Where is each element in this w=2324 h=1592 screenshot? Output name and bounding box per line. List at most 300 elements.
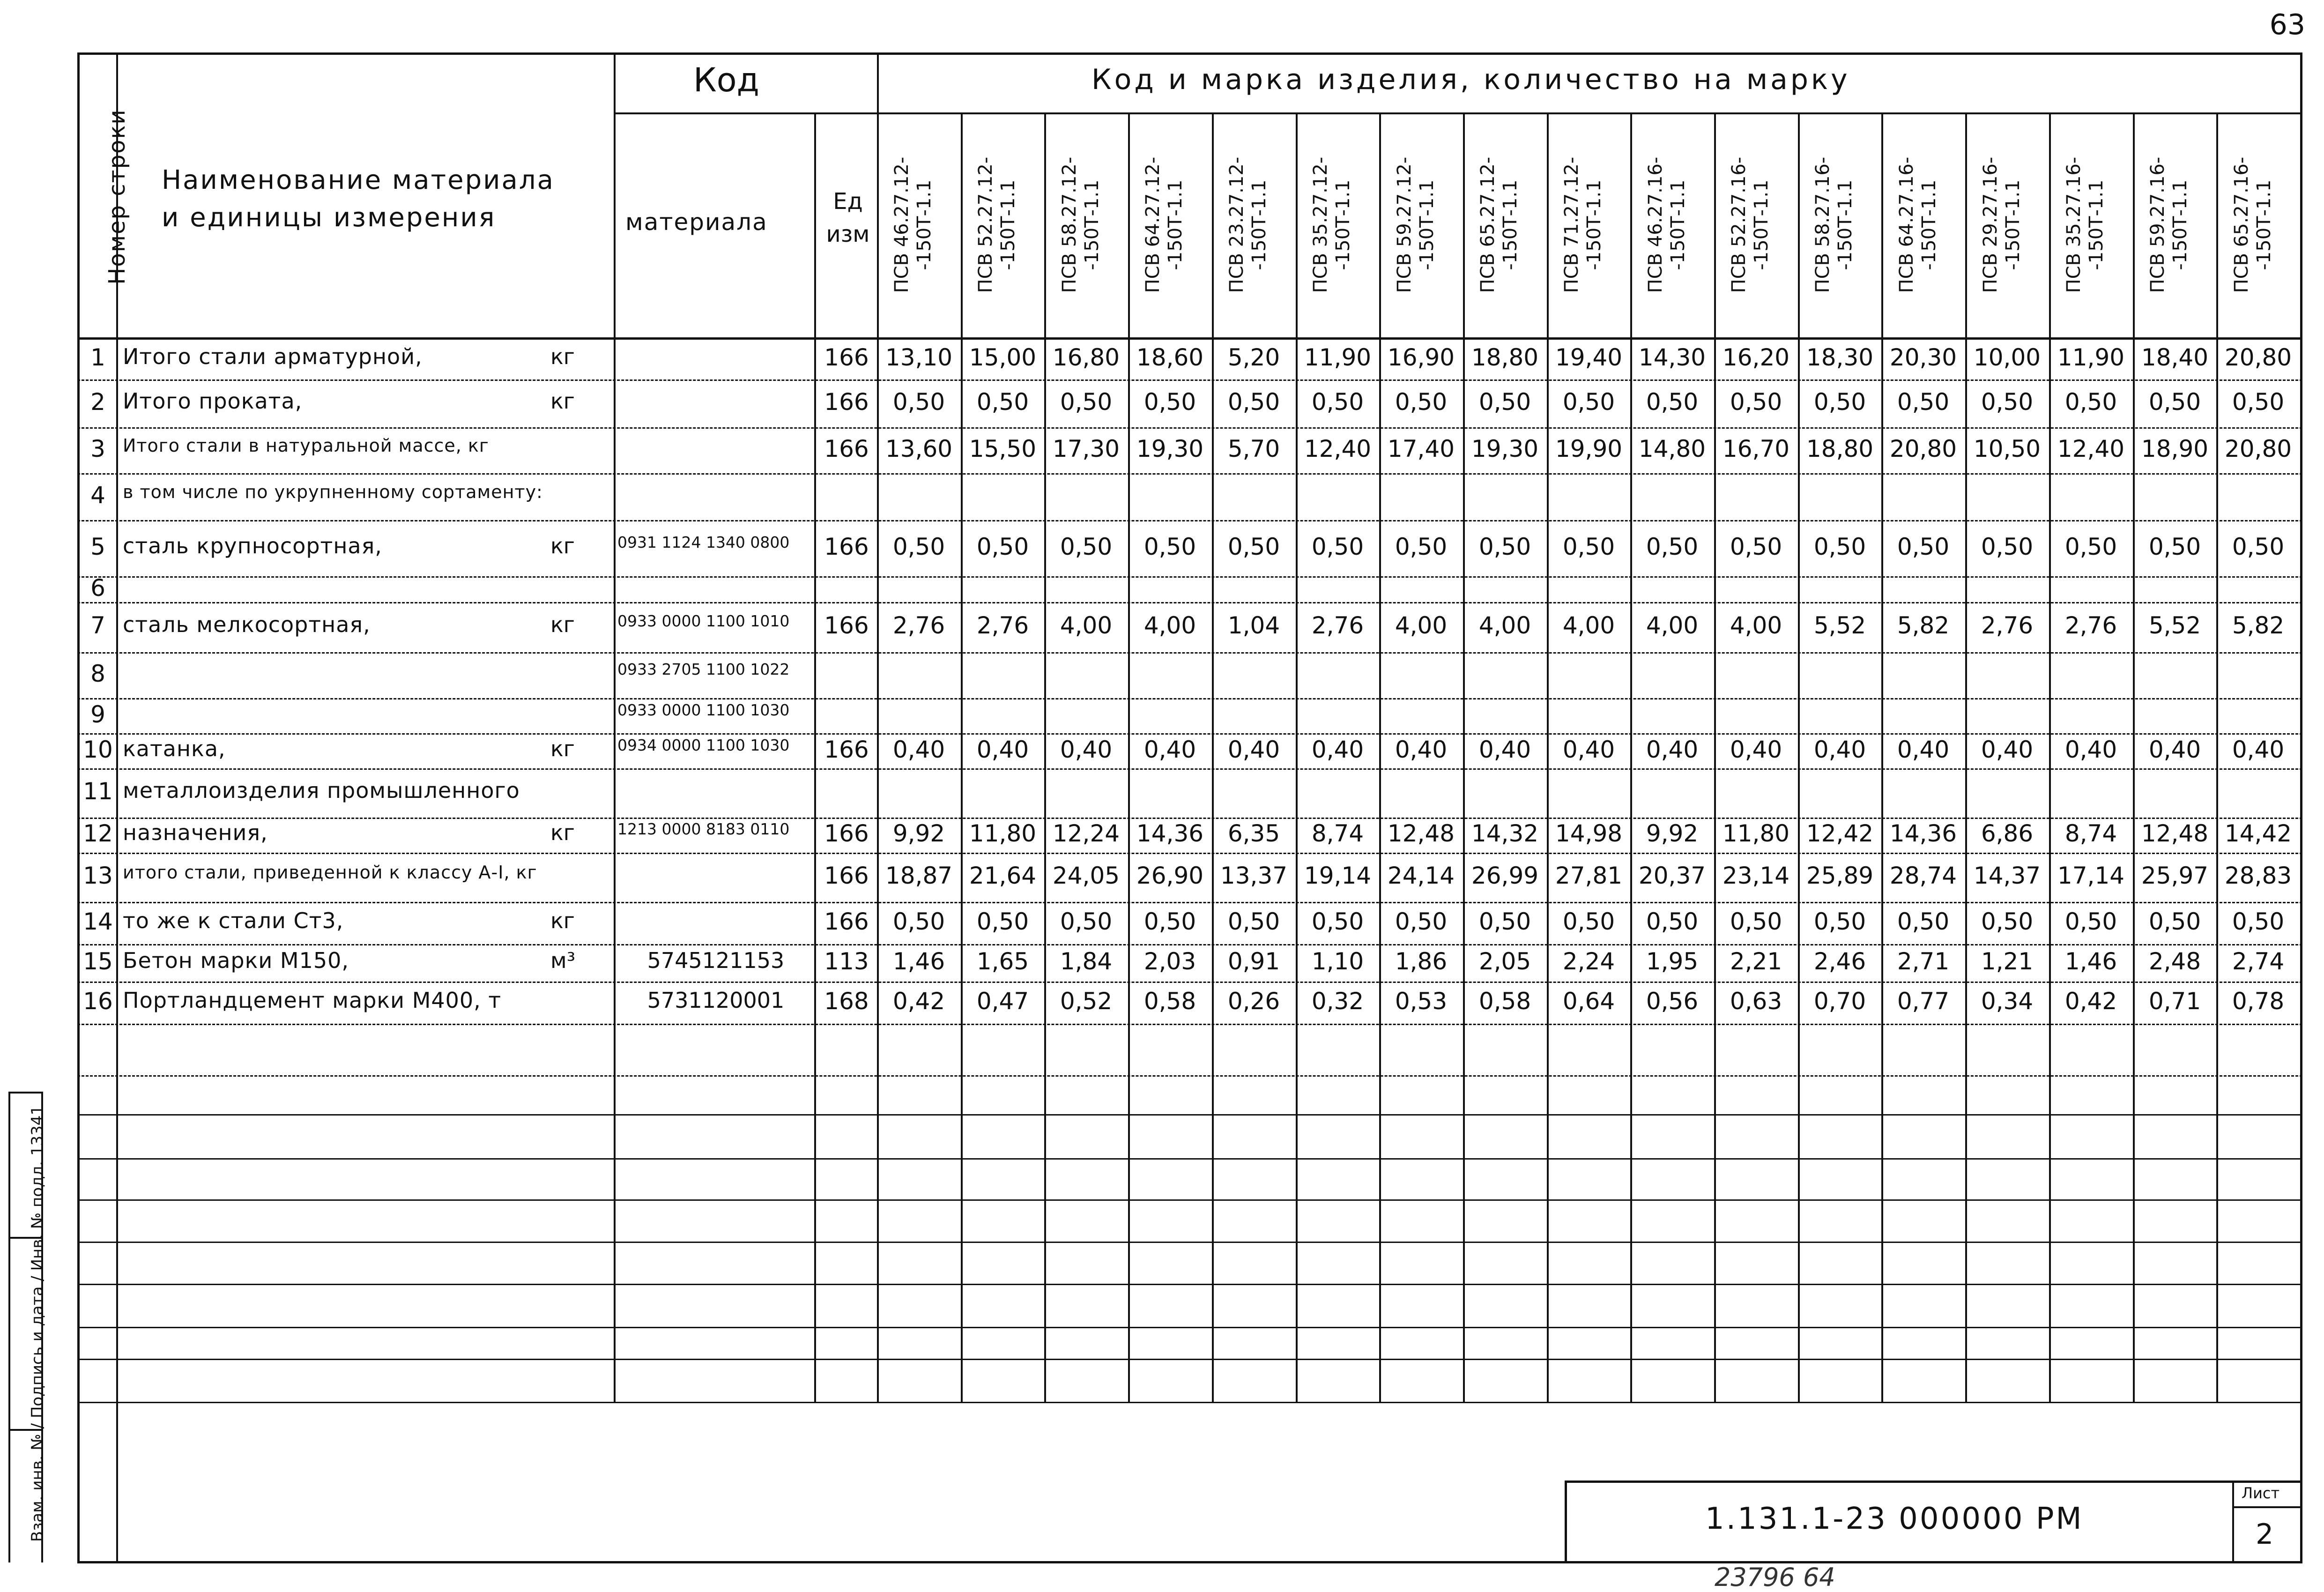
value-cell: 19,90 — [1555, 435, 1623, 462]
row-number: 16 — [83, 988, 113, 1015]
row-number: 13 — [83, 862, 113, 889]
value-cell: 0,50 — [2148, 388, 2201, 416]
product-column-header-line: ПСВ 52.27.12- — [975, 156, 997, 293]
row-line — [77, 1114, 2302, 1116]
value-cell: 14,30 — [1638, 344, 1706, 371]
unit-header-line1: Ед — [833, 188, 863, 215]
value-cell: 24,14 — [1387, 862, 1455, 889]
unit-name: кг — [550, 344, 575, 369]
value-cell: 0,40 — [1311, 736, 1364, 763]
row-line — [77, 853, 2302, 854]
value-cell: 0,34 — [1981, 988, 2034, 1015]
product-column-header — [1058, 126, 1114, 323]
product-column-header — [1560, 126, 1617, 323]
value-cell: 0,40 — [1646, 736, 1699, 763]
value-cell: 0,50 — [1227, 533, 1280, 560]
unit-name: м³ — [550, 948, 576, 973]
product-column-header-line: ПСВ 46.27.16- — [1644, 156, 1666, 293]
value-cell: 0,50 — [1730, 388, 1782, 416]
product-column-header-line: -150Т-1.1 — [1751, 179, 1773, 270]
unit-header-line2: изм — [826, 221, 870, 247]
value-cell: 28,83 — [2224, 862, 2292, 889]
row-line — [77, 1284, 2302, 1285]
value-cell: 25,89 — [1806, 862, 1874, 889]
value-cell: 20,30 — [1889, 344, 1957, 371]
value-cell: 14,98 — [1555, 820, 1623, 847]
value-cell: 0,77 — [1897, 988, 1950, 1015]
unit-name: кг — [550, 908, 575, 933]
material-name: металлоизделия промышленного — [123, 778, 520, 803]
product-column-header — [2146, 126, 2203, 323]
row-number: 3 — [90, 435, 105, 462]
product-column-header — [891, 126, 947, 323]
unit-code: 166 — [824, 612, 869, 639]
product-column-header-line: -150Т-1.1 — [1583, 179, 1605, 270]
sheet-number: 2 — [2256, 1518, 2274, 1551]
product-column-header-line: -150Т-1.1 — [2253, 179, 2275, 270]
value-cell: 27,81 — [1555, 862, 1623, 889]
product-column-header-line: -150Т-1.1 — [1834, 179, 1856, 270]
title-block-top — [1565, 1480, 2302, 1483]
product-column-header — [1142, 126, 1198, 323]
value-cell: 16,20 — [1722, 344, 1790, 371]
row-number: 1 — [90, 344, 105, 371]
material-name: Бетон марки М150, — [123, 948, 349, 973]
bottom-note: 23796 64 — [1715, 1562, 1835, 1592]
row-line — [77, 944, 2302, 945]
product-column-header-line: -150Т-1.1 — [913, 179, 936, 270]
value-cell: 10,50 — [1973, 435, 2041, 462]
row-number: 2 — [90, 388, 105, 416]
value-cell: 0,50 — [1395, 533, 1448, 560]
value-cell: 2,76 — [2064, 612, 2117, 639]
value-cell: 2,46 — [1813, 948, 1866, 975]
row-line — [77, 1024, 2302, 1025]
value-cell: 1,95 — [1646, 948, 1699, 975]
value-cell: 0,40 — [2232, 736, 2285, 763]
unit-code: 166 — [824, 908, 869, 935]
value-cell: 0,40 — [1897, 736, 1950, 763]
value-cell: 18,80 — [1806, 435, 1874, 462]
value-cell: 0,50 — [892, 388, 945, 416]
table-frame-top — [77, 52, 2302, 55]
value-cell: 14,37 — [1973, 862, 2041, 889]
product-column-header-line: -150Т-1.1 — [1081, 179, 1103, 270]
value-cell: 0,50 — [1813, 533, 1866, 560]
value-cell: 0,40 — [1730, 736, 1782, 763]
value-cell: 20,80 — [2224, 344, 2292, 371]
value-cell: 0,50 — [1646, 388, 1699, 416]
value-cell: 15,00 — [969, 344, 1037, 371]
value-cell: 2,05 — [1478, 948, 1531, 975]
material-name: сталь крупносортная, — [123, 533, 382, 558]
value-cell: 12,40 — [2057, 435, 2125, 462]
value-cell: 0,50 — [976, 533, 1029, 560]
value-cell: 0,40 — [1813, 736, 1866, 763]
value-cell: 18,80 — [1471, 344, 1539, 371]
material-code: 0933 2705 1100 1022 — [617, 660, 790, 678]
unit-name: кг — [550, 612, 575, 637]
product-column-header — [2063, 126, 2119, 323]
value-cell: 0,40 — [1060, 736, 1113, 763]
row-number: 15 — [83, 948, 113, 975]
value-cell: 11,90 — [1304, 344, 1372, 371]
value-cell: 0,50 — [1143, 388, 1196, 416]
row-number: 9 — [90, 701, 105, 728]
value-cell: 12,40 — [1304, 435, 1372, 462]
value-cell: 23,14 — [1722, 862, 1790, 889]
material-name: Портландцемент марки М400, т — [123, 988, 502, 1013]
value-cell: 4,00 — [1060, 612, 1113, 639]
row-line — [77, 818, 2302, 819]
value-cell: 0,50 — [1813, 388, 1866, 416]
row-line — [77, 1158, 2302, 1160]
value-cell: 0,50 — [1060, 908, 1113, 935]
side-stamp-text: Взам. инв. № / Подпись и дата / Инв. № подл. 13341 — [28, 1105, 47, 1542]
value-cell: 0,50 — [1227, 388, 1280, 416]
product-column-header-line: -150Т-1.1 — [1667, 179, 1689, 270]
sheet-label: Лист — [2242, 1484, 2280, 1502]
unit-code: 166 — [824, 435, 869, 462]
material-name: Итого стали в натуральной массе, кг — [123, 435, 489, 456]
product-column-header-line: ПСВ 46.27.12- — [891, 156, 913, 293]
value-cell: 15,50 — [969, 435, 1037, 462]
value-cell: 0,91 — [1227, 948, 1280, 975]
material-name: в том числе по укрупненному сортаменту: — [123, 482, 543, 502]
value-cell: 5,82 — [1897, 612, 1950, 639]
value-cell: 0,50 — [1478, 908, 1531, 935]
product-column-header-line: -150Т-1.1 — [1332, 179, 1354, 270]
unit-header — [824, 185, 871, 251]
value-cell: 0,52 — [1060, 988, 1113, 1015]
row-line — [77, 698, 2302, 699]
header-bottom — [77, 337, 2302, 340]
value-cell: 0,50 — [1813, 908, 1866, 935]
material-name-header-line2: и единицы измерения — [162, 202, 496, 233]
row-line — [77, 982, 2302, 983]
product-column-header-line: ПСВ 64.27.12- — [1142, 156, 1164, 293]
value-cell: 6,35 — [1227, 820, 1280, 847]
title-block-sheet-label-line — [2232, 1506, 2302, 1508]
material-name: сталь мелкосортная, — [123, 612, 371, 637]
value-cell: 18,40 — [2141, 344, 2209, 371]
value-cell: 2,03 — [1143, 948, 1196, 975]
row-line — [77, 652, 2302, 654]
row-number: 12 — [83, 820, 113, 847]
value-cell: 0,50 — [1311, 388, 1364, 416]
product-column-header-line: ПСВ 71.27.12- — [1561, 156, 1582, 293]
value-cell: 0,58 — [1143, 988, 1196, 1015]
value-cell: 0,50 — [1143, 533, 1196, 560]
value-cell: 5,52 — [2148, 612, 2201, 639]
product-column-header — [1225, 126, 1282, 323]
material-name: назначения, — [123, 820, 268, 845]
material-code: 1213 0000 8183 0110 — [617, 820, 790, 838]
value-cell: 8,74 — [2064, 820, 2117, 847]
value-cell: 0,78 — [2232, 988, 2285, 1015]
product-column-header — [2230, 126, 2287, 323]
value-cell: 5,82 — [2232, 612, 2285, 639]
value-cell: 14,80 — [1638, 435, 1706, 462]
value-cell: 11,90 — [2057, 344, 2125, 371]
value-cell: 9,92 — [892, 820, 945, 847]
material-name-header — [162, 162, 555, 237]
value-cell: 0,32 — [1311, 988, 1364, 1015]
product-column-header-line: ПСВ 65.27.16- — [2230, 156, 2252, 293]
value-cell: 1,65 — [976, 948, 1029, 975]
row-line — [77, 1075, 2302, 1077]
value-cell: 0,47 — [976, 988, 1029, 1015]
value-cell: 1,46 — [892, 948, 945, 975]
value-cell: 6,86 — [1981, 820, 2034, 847]
value-cell: 2,21 — [1730, 948, 1782, 975]
row-number: 4 — [90, 482, 105, 509]
value-cell: 0,40 — [1143, 736, 1196, 763]
value-cell: 0,50 — [2064, 388, 2117, 416]
product-column-header-line: -150Т-1.1 — [1416, 179, 1438, 270]
row-number: 14 — [83, 908, 113, 935]
value-cell: 12,24 — [1052, 820, 1120, 847]
value-cell: 0,50 — [1227, 908, 1280, 935]
value-cell: 2,76 — [892, 612, 945, 639]
row-line — [77, 902, 2302, 903]
material-name: Итого стали арматурной, — [123, 344, 423, 369]
value-cell: 0,58 — [1478, 988, 1531, 1015]
value-cell: 28,74 — [1889, 862, 1957, 889]
unit-code: 166 — [824, 388, 869, 416]
material-code: 0934 0000 1100 1030 — [617, 736, 790, 754]
product-column-header — [1393, 126, 1449, 323]
value-cell: 0,50 — [1897, 533, 1950, 560]
product-column-header-line: -150Т-1.1 — [2169, 179, 2191, 270]
row-line — [77, 733, 2302, 735]
value-cell: 24,05 — [1052, 862, 1120, 889]
value-cell: 0,50 — [2064, 533, 2117, 560]
value-cell: 0,50 — [1646, 908, 1699, 935]
unit-name: кг — [550, 388, 575, 414]
value-cell: 0,56 — [1646, 988, 1699, 1015]
value-cell: 20,80 — [1889, 435, 1957, 462]
value-cell: 1,21 — [1981, 948, 2034, 975]
value-cell: 0,40 — [1981, 736, 2034, 763]
value-cell: 1,84 — [1060, 948, 1113, 975]
value-cell: 0,26 — [1227, 988, 1280, 1015]
value-cell: 11,80 — [969, 820, 1037, 847]
product-column-header-line: ПСВ 58.27.12- — [1058, 156, 1080, 293]
value-cell: 14,36 — [1136, 820, 1204, 847]
row-line — [77, 576, 2302, 578]
value-cell: 16,80 — [1052, 344, 1120, 371]
row-number: 7 — [90, 612, 105, 639]
value-cell: 2,76 — [1981, 612, 2034, 639]
value-cell: 0,50 — [892, 533, 945, 560]
product-column-header-line: -150Т-1.1 — [2002, 179, 2024, 270]
value-cell: 0,50 — [2232, 908, 2285, 935]
code-header: Код — [693, 61, 759, 99]
value-cell: 0,50 — [1060, 388, 1113, 416]
title-block-right — [2300, 1401, 2302, 1563]
material-code-header: материала — [625, 208, 768, 236]
value-cell: 0,50 — [1646, 533, 1699, 560]
value-cell: 4,00 — [1646, 612, 1699, 639]
product-column-header-line: ПСВ 52.27.16- — [1728, 156, 1750, 293]
value-cell: 0,50 — [1478, 533, 1531, 560]
value-cell: 1,10 — [1311, 948, 1364, 975]
value-cell: 0,40 — [1227, 736, 1280, 763]
value-cell: 2,24 — [1562, 948, 1615, 975]
value-cell: 0,50 — [1311, 533, 1364, 560]
product-column-header-line: ПСВ 58.27.16- — [1812, 156, 1834, 293]
product-column-header-line: ПСВ 29.27.16- — [1979, 156, 2001, 293]
value-cell: 26,99 — [1471, 862, 1539, 889]
value-cell: 0,42 — [892, 988, 945, 1015]
value-cell: 19,30 — [1136, 435, 1204, 462]
title-block-left — [1565, 1480, 1567, 1563]
unit-name: кг — [550, 820, 575, 845]
value-cell: 1,86 — [1395, 948, 1448, 975]
row-line — [77, 1359, 2302, 1360]
product-column-header-line: ПСВ 59.27.16- — [2146, 156, 2168, 293]
material-code: 0931 1124 1340 0800 — [617, 533, 790, 551]
product-column-header-line: ПСВ 64.27.16- — [1895, 156, 1917, 293]
value-cell: 0,40 — [1562, 736, 1615, 763]
value-cell: 16,90 — [1387, 344, 1455, 371]
value-cell: 2,48 — [2148, 948, 2201, 975]
product-column-header-line: -150Т-1.1 — [997, 179, 1019, 270]
value-cell: 13,10 — [885, 344, 953, 371]
row-number: 8 — [90, 660, 105, 687]
product-column-header-line: -150Т-1.1 — [1248, 179, 1270, 270]
value-cell: 0,50 — [2148, 533, 2201, 560]
row-number: 5 — [90, 533, 105, 560]
value-cell: 10,00 — [1973, 344, 2041, 371]
page-number: 63 — [2269, 8, 2305, 41]
value-cell: 0,50 — [1981, 908, 2034, 935]
value-cell: 20,80 — [2224, 435, 2292, 462]
value-cell: 17,30 — [1052, 435, 1120, 462]
value-cell: 0,50 — [1981, 533, 2034, 560]
value-cell: 0,50 — [1730, 908, 1782, 935]
product-column-header-line: -150Т-1.1 — [2086, 179, 2108, 270]
product-column-header — [1895, 126, 1952, 323]
value-cell: 0,50 — [1897, 908, 1950, 935]
product-column-header — [1477, 126, 1533, 323]
table-frame-left — [77, 52, 80, 1563]
material-name-header-line1: Наименование материала — [162, 165, 555, 195]
row-line — [77, 379, 2302, 381]
value-cell: 19,14 — [1304, 862, 1372, 889]
value-cell: 4,00 — [1562, 612, 1615, 639]
value-cell: 0,70 — [1813, 988, 1866, 1015]
value-cell: 16,70 — [1722, 435, 1790, 462]
product-column-header-line: ПСВ 59.27.12- — [1393, 156, 1415, 293]
product-column-header — [1728, 126, 1784, 323]
product-column-header — [1979, 126, 2035, 323]
product-column-header-line: ПСВ 23.27.12- — [1226, 156, 1248, 293]
products-title: Код и марка изделия, количество на марку — [1091, 63, 1850, 96]
product-column-header — [1644, 126, 1700, 323]
value-cell: 21,64 — [969, 862, 1037, 889]
value-cell: 0,50 — [2064, 908, 2117, 935]
value-cell: 0,50 — [1143, 908, 1196, 935]
unit-code: 166 — [824, 533, 869, 560]
unit-code: 168 — [824, 988, 869, 1015]
value-cell: 0,50 — [2232, 388, 2285, 416]
value-cell: 14,32 — [1471, 820, 1539, 847]
value-cell: 19,30 — [1471, 435, 1539, 462]
value-cell: 5,52 — [1813, 612, 1866, 639]
row-line — [77, 427, 2302, 429]
value-cell: 0,50 — [1311, 908, 1364, 935]
value-cell: 12,48 — [2141, 820, 2209, 847]
value-cell: 0,50 — [1562, 908, 1615, 935]
value-cell: 0,40 — [1395, 736, 1448, 763]
value-cell: 14,36 — [1889, 820, 1957, 847]
value-cell: 13,60 — [885, 435, 953, 462]
value-cell: 0,40 — [2148, 736, 2201, 763]
value-cell: 0,50 — [976, 388, 1029, 416]
row-number: 11 — [83, 778, 113, 805]
material-name: то же к стали Ст3, — [123, 908, 344, 933]
product-column-header — [1812, 126, 1868, 323]
value-cell: 0,50 — [2232, 533, 2285, 560]
value-cell: 0,50 — [892, 908, 945, 935]
value-cell: 2,76 — [1311, 612, 1364, 639]
product-column-header-line: ПСВ 65.27.12- — [1477, 156, 1499, 293]
value-cell: 18,87 — [885, 862, 953, 889]
row-number-header: Номер строки — [104, 109, 130, 285]
value-cell: 0,63 — [1730, 988, 1782, 1015]
material-name: катанка, — [123, 736, 226, 761]
value-cell: 12,42 — [1806, 820, 1874, 847]
title-block-sheet-divider — [2232, 1480, 2234, 1563]
material-code: 0933 0000 1100 1030 — [617, 701, 790, 719]
value-cell: 0,50 — [976, 908, 1029, 935]
product-column-header-line: -150Т-1.1 — [1918, 179, 1940, 270]
value-cell: 0,40 — [976, 736, 1029, 763]
value-cell: 20,37 — [1638, 862, 1706, 889]
row-line — [77, 1327, 2302, 1328]
value-cell: 2,76 — [976, 612, 1029, 639]
material-name: Итого проката, — [123, 388, 303, 414]
value-cell: 0,64 — [1562, 988, 1615, 1015]
unit-code: 166 — [824, 344, 869, 371]
product-column-header-line: ПСВ 35.27.12- — [1309, 156, 1331, 293]
value-cell: 0,42 — [2064, 988, 2117, 1015]
value-cell: 11,80 — [1722, 820, 1790, 847]
side-stamp-frame-left — [8, 1092, 10, 1562]
row-line — [77, 1402, 2302, 1403]
value-cell: 0,50 — [1730, 533, 1782, 560]
value-cell: 0,50 — [2148, 908, 2201, 935]
value-cell: 0,50 — [1981, 388, 2034, 416]
value-cell: 0,53 — [1395, 988, 1448, 1015]
value-cell: 2,74 — [2232, 948, 2285, 975]
row-number: 6 — [90, 574, 105, 602]
value-cell: 1,04 — [1227, 612, 1280, 639]
value-cell: 0,50 — [1060, 533, 1113, 560]
product-column-header — [974, 126, 1031, 323]
value-cell: 4,00 — [1478, 612, 1531, 639]
unit-name: кг — [550, 533, 575, 558]
value-cell: 0,50 — [1562, 533, 1615, 560]
value-cell: 19,40 — [1555, 344, 1623, 371]
material-code: 0933 0000 1100 1010 — [617, 612, 790, 630]
product-column-header-line: ПСВ 35.27.16- — [2063, 156, 2085, 293]
value-cell: 4,00 — [1395, 612, 1448, 639]
unit-code: 166 — [824, 862, 869, 889]
value-cell: 18,30 — [1806, 344, 1874, 371]
